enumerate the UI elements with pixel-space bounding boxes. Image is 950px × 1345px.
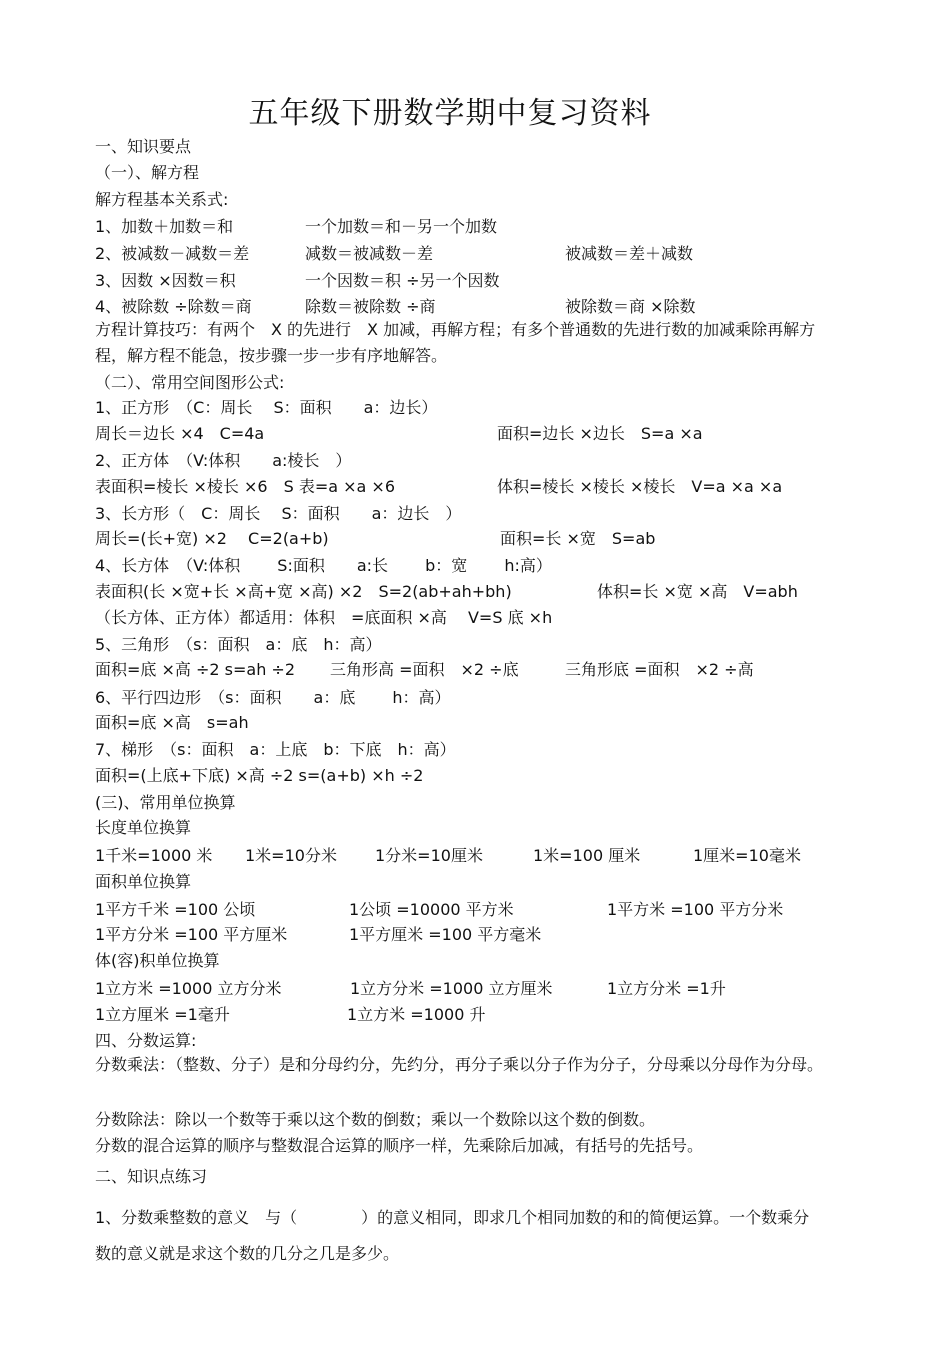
conversion: 1立方分米 =1升 [607,979,726,998]
formula: 体积=棱长 ×棱长 ×棱长 V=a ×a ×a [497,477,783,496]
formula: 面积=底 ×高 s=ah [95,713,249,732]
text-line: 分数的混合运算的顺序与整数混合运算的顺序一样，先乘除后加减，有括号的先括号。 [95,1136,704,1155]
formula: 一个因数＝积 ÷另一个因数 [305,271,500,290]
conversion: 1米=100 厘米 [533,846,641,865]
formula: 面积=长 ×宽 S=ab [500,529,656,548]
conversion: 1米=10分米 [245,846,337,865]
shape-heading: 1、正方形 （C：周长 S：面积 a：边长） [95,398,438,417]
conversion: 1立方厘米 =1毫升 [95,1005,230,1024]
subsection-heading: （二）、常用空间图形公式: [95,373,285,392]
conversion: 1立方米 =1000 立方分米 [95,979,282,998]
shape-heading: 2、正方体 （V:体积 a:棱长 ） [95,451,352,470]
formula: 1、加数＋加数＝和 [95,217,234,236]
subsection-heading: （一）、解方程 [95,163,200,182]
formula: 周长=(长+宽) ×2 C=2(a+b) [95,529,329,548]
formula: 体积=长 ×宽 ×高 V=abh [597,582,798,601]
formula: 4、被除数 ÷除数＝商 [95,297,252,316]
text-line: 面积单位换算 [95,872,192,891]
formula: 被减数＝差＋减数 [565,244,694,263]
paragraph: 方程计算技巧：有两个 X 的先进行 X 加减，再解方程；有多个普通数的先进行数的加减乘除再解方程，解方程不能急，按步骤一步一步有序地解答。 [95,320,816,365]
section-heading: 二、知识点练习 [95,1167,208,1186]
formula: 三角形高 =面积 ×2 ÷底 [330,660,519,679]
formula: 表面积=棱长 ×棱长 ×6 S 表=a ×a ×6 [95,477,395,496]
shape-heading: 3、长方形（ C：周长 S：面积 a：边长 ） [95,504,462,523]
paragraph: 分数乘法：（整数、分子）是和分母约分，先约分，再分子乘以分子作为分子，分母乘以分母作为分母。 [95,1055,824,1074]
formula: （长方体、正方体）都适用：体积 =底面积 ×高 V=S 底 ×h [95,608,553,627]
formula: 除数＝被除数 ÷商 [305,297,436,316]
formula: 面积=(上底+下底) ×高 ÷2 s=(a+b) ×h ÷2 [95,766,424,785]
conversion: 1分米=10厘米 [375,846,483,865]
shape-heading: 5、三角形 （s：面积 a：底 h：高） [95,635,382,654]
formula: 一个加数＝和－另一个加数 [305,217,498,236]
formula: 面积=边长 ×边长 S=a ×a [497,424,703,443]
text-line: 体(容)积单位换算 [95,951,220,970]
conversion: 1厘米=10毫米 [693,846,801,865]
shape-heading: 4、长方体 （V:体积 S:面积 a:长 b：宽 h:高） [95,556,552,575]
formula: 被除数＝商 ×除数 [565,297,696,316]
conversion: 1立方米 =1000 升 [347,1005,486,1024]
page-title: 五年级下册数学期中复习资料 [248,96,652,131]
formula: 周长＝边长 ×4 C=4a [95,424,265,443]
conversion: 1平方厘米 =100 平方毫米 [349,925,542,944]
conversion: 1千米=1000 米 [95,846,213,865]
exercise-question: 1、分数乘整数的意义 与（ ）的意义相同，即求几个相同加数的和的简便运算。一个数乘分数的意义就是求这个数的几分之几是多少。 [95,1208,810,1263]
formula: 减数＝被减数－差 [305,244,434,263]
text-line: 分数除法：除以一个数等于乘以这个数的倒数；乘以一个数除以这个数的倒数。 [95,1110,656,1129]
formula: 面积=底 ×高 ÷2 s=ah ÷2 [95,660,296,679]
text-line: 解方程基本关系式: [95,190,229,209]
conversion: 1立方分米 =1000 立方厘米 [350,979,553,998]
formula: 三角形底 =面积 ×2 ÷高 [565,660,754,679]
subsection-heading: (三)、常用单位换算 [95,793,236,812]
text-line: 长度单位换算 [95,818,192,837]
formula: 2、被减数－减数＝差 [95,244,250,263]
conversion: 1公顷 =10000 平方米 [349,900,514,919]
shape-heading: 7、梯形 （s：面积 a：上底 b：下底 h：高） [95,740,456,759]
formula: 表面积(长 ×宽+长 ×高+宽 ×高) ×2 S=2(ab+ah+bh) [95,582,512,601]
conversion: 1平方千米 =100 公顷 [95,900,256,919]
section-heading: 四、分数运算: [95,1031,197,1050]
formula: 3、因数 ×因数＝积 [95,271,236,290]
conversion: 1平方分米 =100 平方厘米 [95,925,288,944]
shape-heading: 6、平行四边形 （s：面积 a：底 h：高） [95,688,451,707]
section-heading: 一、知识要点 [95,137,192,156]
conversion: 1平方米 =100 平方分米 [607,900,784,919]
